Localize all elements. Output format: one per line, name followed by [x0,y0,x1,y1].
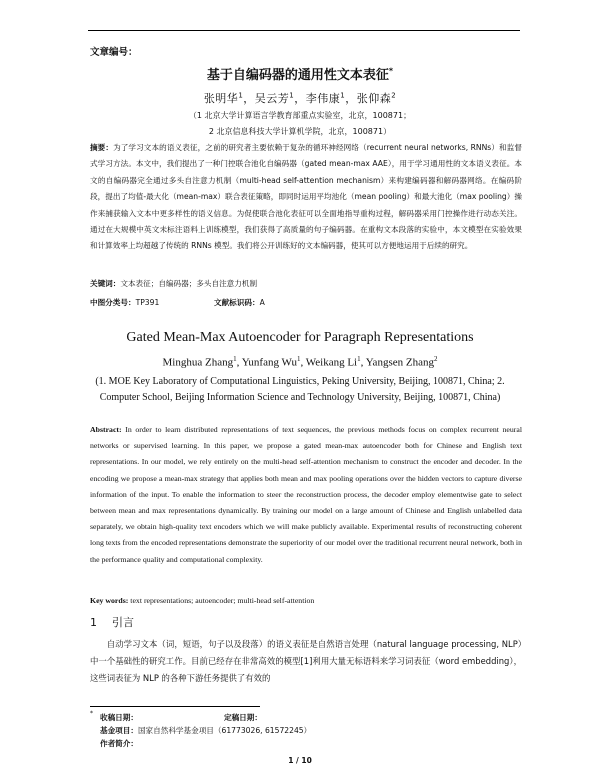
cn-author-sup: 1 [340,91,346,100]
section-heading [90,614,134,630]
footnote-fund [100,725,311,736]
document-code-label: 文献标识码： [214,298,260,307]
document-code-value: A [259,298,265,307]
chinese-title [0,64,600,83]
en-author: Minghua Zhang [162,356,234,369]
title-footnote-mark: * [388,66,394,76]
chinese-authors: 张明华$^1$，吴云芳$^1$，李伟康$^1$，张仰森$^2$ [203,91,397,105]
en-author-sup: 1 [296,355,301,363]
introduction-paragraph: 自动学习文本（词，短语，句子以及段落）的语义表征是自然语言处理（natural language processing, NLP）中一个基础性的研究工作。目前已经存在非常高效的模型[1]利用大量无标语料来学习词表征（word embedding），这些词表征为 NLP 的各种下游任务提供了有效的 [90,639,522,683]
en-author: Yangsen Zhang [365,356,434,369]
footnote-author-bio [100,738,138,749]
chinese-abstract-label: 摘要： [90,143,114,152]
section-title: 引言 [112,616,134,629]
chinese-title-text: 基于自编码器的通用性文本表征 [206,68,389,83]
classification-line [90,297,522,308]
cn-author: 李伟康 [305,92,341,105]
chinese-abstract-text: 为了学习文本的语义表征，之前的研究者主要依赖于复杂的循环神经网络（recurrent neural networks, RNNs）和监督式学习方法。本文中，我们提出了一种门控联合池化自编码器（gated mean-max AAE），用于学习通用性的文本语义表征。本文的自编码器完全通过多头自注意力机制（multi-head self-attention mechanism）来构建编码器和解码器网络。在编码阶段，提出了均值-最大化（mean-max）联合表征策略，即同时运用平均池化（mean pooling）和最大池化（max pooling）操作来捕获输入文本中更多样性的语义信息。为促使联合池化表征可以全面地指导重构过程，解码器采用门控操作进行动态关注。通过在大规模中英文未标注语料上训练模型，我们获得了高质量的句子编码器。在重构文本段落的实验中，本文模型在实验效果和计算效率上均超越了传统的 RNNs 模型。我们将公开训练好的文本编码器，使其可以方便地运用于后续的研究。 [90,143,522,251]
cn-author-sup: 2 [391,91,397,100]
section-number: 1 [90,616,97,629]
chinese-keywords-text: 文本表征；自编码器；多头自注意力机制 [120,279,258,288]
footnote-rule [90,706,260,707]
english-abstract-label: Abstract: [90,425,122,434]
page-number: 1 / 10 [288,756,312,765]
english-affiliation: (1. MOE Key Laboratory of Computational Linguistics, Peking University, Beijing, 100871, China; 2. Computer School, Beijing Information Science and Technology University, Beijing, 100871, China) [95,376,505,403]
en-author-sup: 1 [357,355,361,363]
cn-author: 吴云芳 [254,92,290,105]
author-bio-label: 作者简介： [100,739,138,748]
english-keywords-text: text representations; autoencoder; multi-head self-attention [130,596,315,605]
en-author: Weikang Li [305,356,358,369]
cn-author: 张明华 [203,92,239,105]
class-number [90,298,159,307]
footnote-mark: * [90,710,93,717]
cn-author: 张仰森 [356,92,392,105]
final-date-label: 定稿日期： [224,713,262,722]
en-author-sup: 2 [433,355,438,363]
chinese-affiliation-1: （1 北京大学计算语言学教育部重点实验室，北京，100871； [188,111,412,120]
fund-label: 基金项目： [100,726,138,735]
chinese-affiliation-2: 2 北京信息科技大学计算机学院，北京，100871） [208,127,392,136]
english-authors: Minghua Zhang$^1$, Yunfang Wu$^1$, Weikang Li$^1$, Yangsen Zhang$^2$ [162,355,438,369]
chinese-keywords-label: 关键词： [90,279,121,288]
english-title: Gated Mean-Max Autoencoder for Paragraph Representations [126,330,474,345]
en-author: Yunfang Wu [241,356,297,369]
chinese-abstract [90,140,522,255]
english-keywords-label: Key words: [90,596,129,605]
fund-text: 国家自然科学基金项目（61773026, 61572245） [137,726,312,735]
cn-author-sup: 1 [238,91,244,100]
article-number-label: 文章编号： [90,47,138,58]
received-date-label: 收稿日期： [100,713,138,722]
class-number-label: 中图分类号： [90,298,136,307]
english-abstract-text: In order to learn distributed representations of text sequences, the previous methods focus on complex recurrent neural networks or supervised learning. In this paper, we propose a gated mean-max autoencoder both for Chinese and English text representations. In our model, we rely entirely on the multi-head self-attention mechanism to construct the encoder and decoder. In the encoding we propose a mean-max strategy that applies both mean and max pooling operations over the hidden vectors to capture diverse information of the input. To enable the information to steer the reconstruction process, the decoder employ elementwise gate to select between mean and max representations dynamically. By training our model on a large amount of Chinese and English unlabelled data separately, we obtain high-quality text encoders which we will make publicly available. Experimental results of reconstructing coherent long texts from the encoded representations demonstrate the superiority of our model over the traditional recurrent neural network, both in the performance quality and computational complexity. [90,425,522,564]
class-number-value: TP391 [135,298,160,307]
document-code [214,297,265,308]
header-rule [88,30,520,31]
en-author-sup: 1 [233,355,237,363]
english-abstract [90,422,522,568]
cn-author-sup: 1 [289,91,295,100]
english-keywords [90,596,522,605]
chinese-keywords [90,278,522,289]
